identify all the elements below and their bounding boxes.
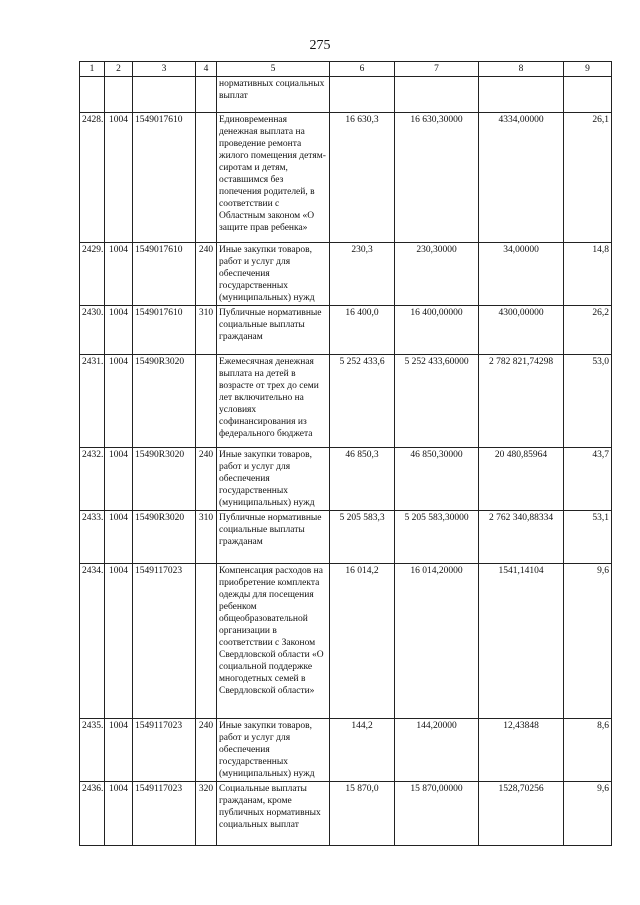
expense-type-code: 310 [196, 306, 217, 355]
approved-amount: 16 014,2 [330, 564, 395, 719]
expense-type-code [196, 113, 217, 243]
row-number: 2429. [80, 243, 105, 306]
expense-name: Социальные выплаты гражданам, кроме публичных нормативных социальных выплат [217, 782, 330, 846]
planned-amount: 16 630,30000 [395, 113, 479, 243]
table-row [80, 306, 612, 355]
approved-amount: 5 205 583,3 [330, 511, 395, 564]
target-code: 15490R3020 [133, 448, 196, 511]
column-header: 8 [479, 62, 564, 77]
row-number: 2432. [80, 448, 105, 511]
page-number: 275 [309, 38, 331, 53]
expense-type-code [196, 564, 217, 719]
expense-type-code: 240 [196, 719, 217, 782]
table-row [80, 719, 612, 782]
approved-amount: 230,3 [330, 243, 395, 306]
execution-percent: 53,1 [564, 511, 612, 564]
column-header: 4 [196, 62, 217, 77]
planned-amount: 15 870,00000 [395, 782, 479, 846]
executed-amount [479, 77, 564, 113]
execution-percent: 8,6 [564, 719, 612, 782]
table-row [80, 448, 612, 511]
row-number: 2435. [80, 719, 105, 782]
column-header: 6 [330, 62, 395, 77]
target-code: 1549017610 [133, 306, 196, 355]
executed-amount: 4334,00000 [479, 113, 564, 243]
approved-amount: 5 252 433,6 [330, 355, 395, 448]
table-row [80, 511, 612, 564]
planned-amount: 16 014,20000 [395, 564, 479, 719]
execution-percent: 43,7 [564, 448, 612, 511]
row-number [80, 77, 105, 113]
target-code: 1549117023 [133, 782, 196, 846]
table-row [80, 113, 612, 243]
execution-percent: 26,2 [564, 306, 612, 355]
column-header: 1 [80, 62, 105, 77]
target-code: 1549017610 [133, 113, 196, 243]
section-code: 1004 [105, 113, 133, 243]
executed-amount: 1528,70256 [479, 782, 564, 846]
expense-type-code [196, 355, 217, 448]
executed-amount: 34,00000 [479, 243, 564, 306]
row-number: 2434. [80, 564, 105, 719]
section-code: 1004 [105, 511, 133, 564]
expense-name: Публичные нормативные социальные выплаты гражданам [217, 306, 330, 355]
approved-amount: 144,2 [330, 719, 395, 782]
expense-name: Иные закупки товаров, работ и услуг для обеспечения государственных (муниципальных) нужд [217, 719, 330, 782]
section-code: 1004 [105, 448, 133, 511]
section-code [105, 77, 133, 113]
row-number: 2428. [80, 113, 105, 243]
table-row [80, 355, 612, 448]
approved-amount: 46 850,3 [330, 448, 395, 511]
budget-table [79, 61, 612, 846]
executed-amount: 12,43848 [479, 719, 564, 782]
column-header: 2 [105, 62, 133, 77]
table-row [80, 782, 612, 846]
expense-name: Публичные нормативные социальные выплаты гражданам [217, 511, 330, 564]
executed-amount: 2 762 340,88334 [479, 511, 564, 564]
planned-amount: 144,20000 [395, 719, 479, 782]
column-number-row [80, 62, 612, 77]
column-header: 9 [564, 62, 612, 77]
row-number: 2433. [80, 511, 105, 564]
target-code: 1549017610 [133, 243, 196, 306]
row-number: 2430. [80, 306, 105, 355]
executed-amount: 1541,14104 [479, 564, 564, 719]
approved-amount: 16 400,0 [330, 306, 395, 355]
expense-name: Единовременная денежная выплата на проведение ремонта жилого помещения детям-сиротам и детям, оставшимся без попечения родителей, в соответствии с Областным законом «О защите прав ребенка» [217, 113, 330, 243]
row-number: 2436. [80, 782, 105, 846]
planned-amount: 5 205 583,30000 [395, 511, 479, 564]
expense-name: Ежемесячная денежная выплата на детей в возрасте от трех до семи лет включительно на условиях софинансирования из федерального бюджета [217, 355, 330, 448]
expense-type-code: 240 [196, 243, 217, 306]
executed-amount: 20 480,85964 [479, 448, 564, 511]
expense-name: Компенсация расходов на приобретение комплекта одежды для посещения ребенком общеобразовательной организации в соответствии с Законом Свердловской области «О социальной поддержке многодетных семей в Свердловской области» [217, 564, 330, 719]
execution-percent: 9,6 [564, 782, 612, 846]
target-code [133, 77, 196, 113]
execution-percent: 53,0 [564, 355, 612, 448]
target-code: 1549117023 [133, 564, 196, 719]
section-code: 1004 [105, 306, 133, 355]
expense-type-code: 310 [196, 511, 217, 564]
execution-percent: 9,6 [564, 564, 612, 719]
approved-amount: 16 630,3 [330, 113, 395, 243]
column-header: 7 [395, 62, 479, 77]
execution-percent [564, 77, 612, 113]
expense-name: Иные закупки товаров, работ и услуг для обеспечения государственных (муниципальных) нужд [217, 448, 330, 511]
planned-amount [395, 77, 479, 113]
section-code: 1004 [105, 719, 133, 782]
planned-amount: 230,30000 [395, 243, 479, 306]
planned-amount: 46 850,30000 [395, 448, 479, 511]
target-code: 15490R3020 [133, 355, 196, 448]
column-header: 5 [217, 62, 330, 77]
expense-name: нормативных социальных выплат [217, 77, 330, 113]
execution-percent: 14,8 [564, 243, 612, 306]
row-number: 2431. [80, 355, 105, 448]
target-code: 1549117023 [133, 719, 196, 782]
section-code: 1004 [105, 243, 133, 306]
table-row [80, 77, 612, 113]
executed-amount: 2 782 821,74298 [479, 355, 564, 448]
target-code: 15490R3020 [133, 511, 196, 564]
column-header: 3 [133, 62, 196, 77]
table-row [80, 243, 612, 306]
approved-amount: 15 870,0 [330, 782, 395, 846]
section-code: 1004 [105, 564, 133, 719]
expense-type-code [196, 77, 217, 113]
section-code: 1004 [105, 355, 133, 448]
expense-name: Иные закупки товаров, работ и услуг для обеспечения государственных (муниципальных) нужд [217, 243, 330, 306]
expense-type-code: 320 [196, 782, 217, 846]
expense-type-code: 240 [196, 448, 217, 511]
execution-percent: 26,1 [564, 113, 612, 243]
table-row [80, 564, 612, 719]
section-code: 1004 [105, 782, 133, 846]
planned-amount: 5 252 433,60000 [395, 355, 479, 448]
planned-amount: 16 400,00000 [395, 306, 479, 355]
executed-amount: 4300,00000 [479, 306, 564, 355]
approved-amount [330, 77, 395, 113]
